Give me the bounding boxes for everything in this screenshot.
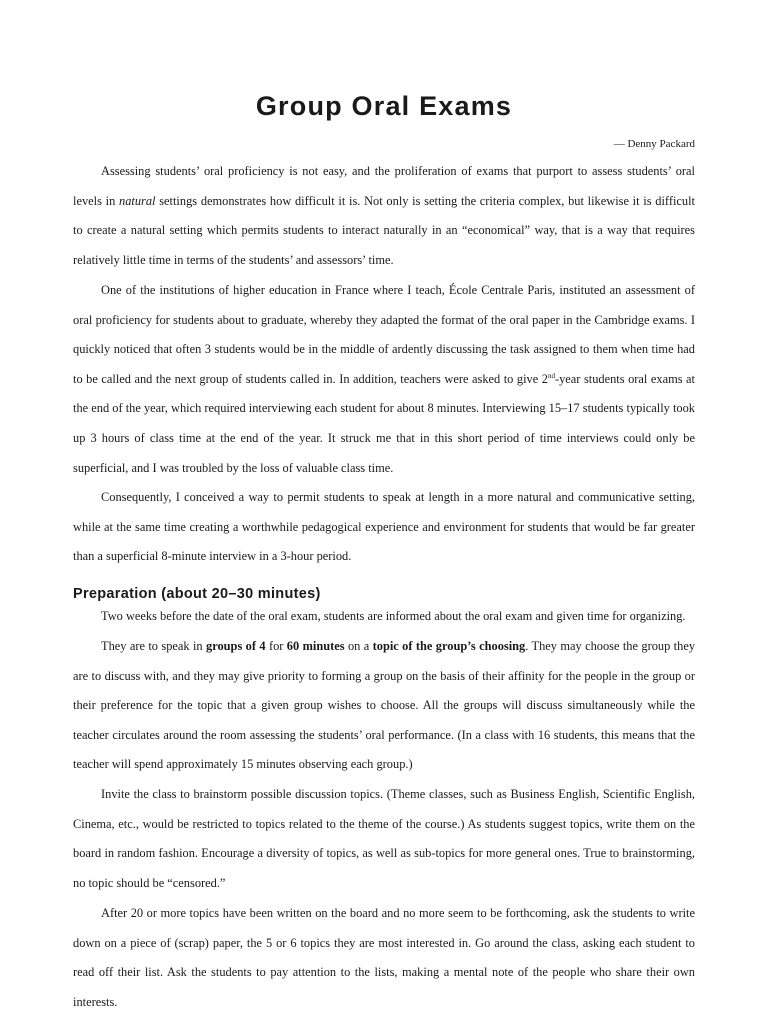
author-byline: — Denny Packard	[613, 138, 695, 150]
paragraph-2-text-a: One of the institutions of higher education in France where I teach, École Centrale Paris, instituted an assessment of oral proficiency for students about to graduate, whereby they adapted the format of the oral paper in the Cambridge exams. I quickly noticed that often 3 students would be in the middle of ardently discussing the task assigned to them when time had to be called and the next group of students called in. In addition, teachers were asked to give 2	[73, 283, 695, 386]
paragraph-1	[73, 157, 695, 275]
paragraph-5-bold-groups: groups of 4	[206, 639, 266, 653]
section-heading-preparation: Preparation (about 20–30 minutes)	[73, 586, 321, 602]
paragraph-5-text-d: . They may choose the group they are to discuss with, and they may give priority to forming a group on the basis of their affinity for the people in the group or their preference for the topic that a given group wishes to choose. All the groups will discuss simultaneously while the teacher circulates around the room assessing the students’ oral performance. (In a class with 16 students, this means that the teacher will spend approximately 15 minutes observing each group.)	[73, 639, 696, 772]
paragraph-7: After 20 or more topics have been written on the board and no more seem to be forthcoming, ask the students to write down on a piece of (scrap) paper, the 5 or 6 topics they are most interested in. Go around the class, asking each student to read off their list. Ask the students to pay attention to the lists, making a mental note of the people who share their own interests.	[73, 906, 695, 1009]
paragraph-2-superscript: nd	[547, 371, 555, 380]
paragraph-1-text-a: Assessing students’ oral proficiency is not easy, and the proliferation of exams that purport to assess students’ oral levels in	[73, 164, 695, 208]
paragraph-2-text-b: -year students oral exams at the end of the year, which required interviewing each student for about 8 minutes. Interviewing 15–17 students typically took up 3 hours of class time at the end of the year. It struck me that in this short period of time interviews could only be superficial, and I was troubled by the loss of valuable class time.	[73, 371, 695, 475]
paragraph-5-text-c: on a	[344, 639, 373, 653]
paragraph-5	[73, 632, 695, 780]
document-page	[73, 0, 695, 1024]
paragraph-5-text-a: They are to speak in	[101, 639, 206, 653]
paragraph-2	[73, 276, 695, 483]
document-title: Group Oral Exams	[255, 91, 513, 121]
paragraph-5-text-b: for	[265, 639, 287, 653]
paragraph-3: Consequently, I conceived a way to permit students to speak at length in a more natural and communicative setting, while at the same time creating a worthwhile pedagogical experience and environment for students that would be far greater than a superficial 8-minute interview in a 3-hour period.	[73, 490, 695, 564]
paragraph-6: Invite the class to brainstorm possible discussion topics. (Theme classes, such as Business English, Scientific English, Cinema, etc., would be restricted to topics related to the theme of the course.) As students suggest topics, write them on the board in random fashion. Encourage a diversity of topics, as well as sub-topics for more general ones. True to brainstorming, no topic should be “censored.”	[73, 787, 695, 890]
paragraph-5-bold-minutes: 60 minutes	[286, 639, 345, 653]
paragraph-1-emphasis: natural	[119, 193, 156, 208]
paragraph-4: Two weeks before the date of the oral exam, students are informed about the oral exam and given time for organizing.	[101, 609, 686, 623]
paragraph-5-bold-topic: topic of the group’s choosing	[372, 639, 526, 653]
paragraph-1-text-b: settings demonstrates how difficult it is. Not only is setting the criteria complex, but likewise it is difficult to create a natural setting which permits students to interact naturally in an “economical” way, that is a way that requires relatively little time in terms of the students’ and assessors’ time.	[73, 193, 695, 267]
